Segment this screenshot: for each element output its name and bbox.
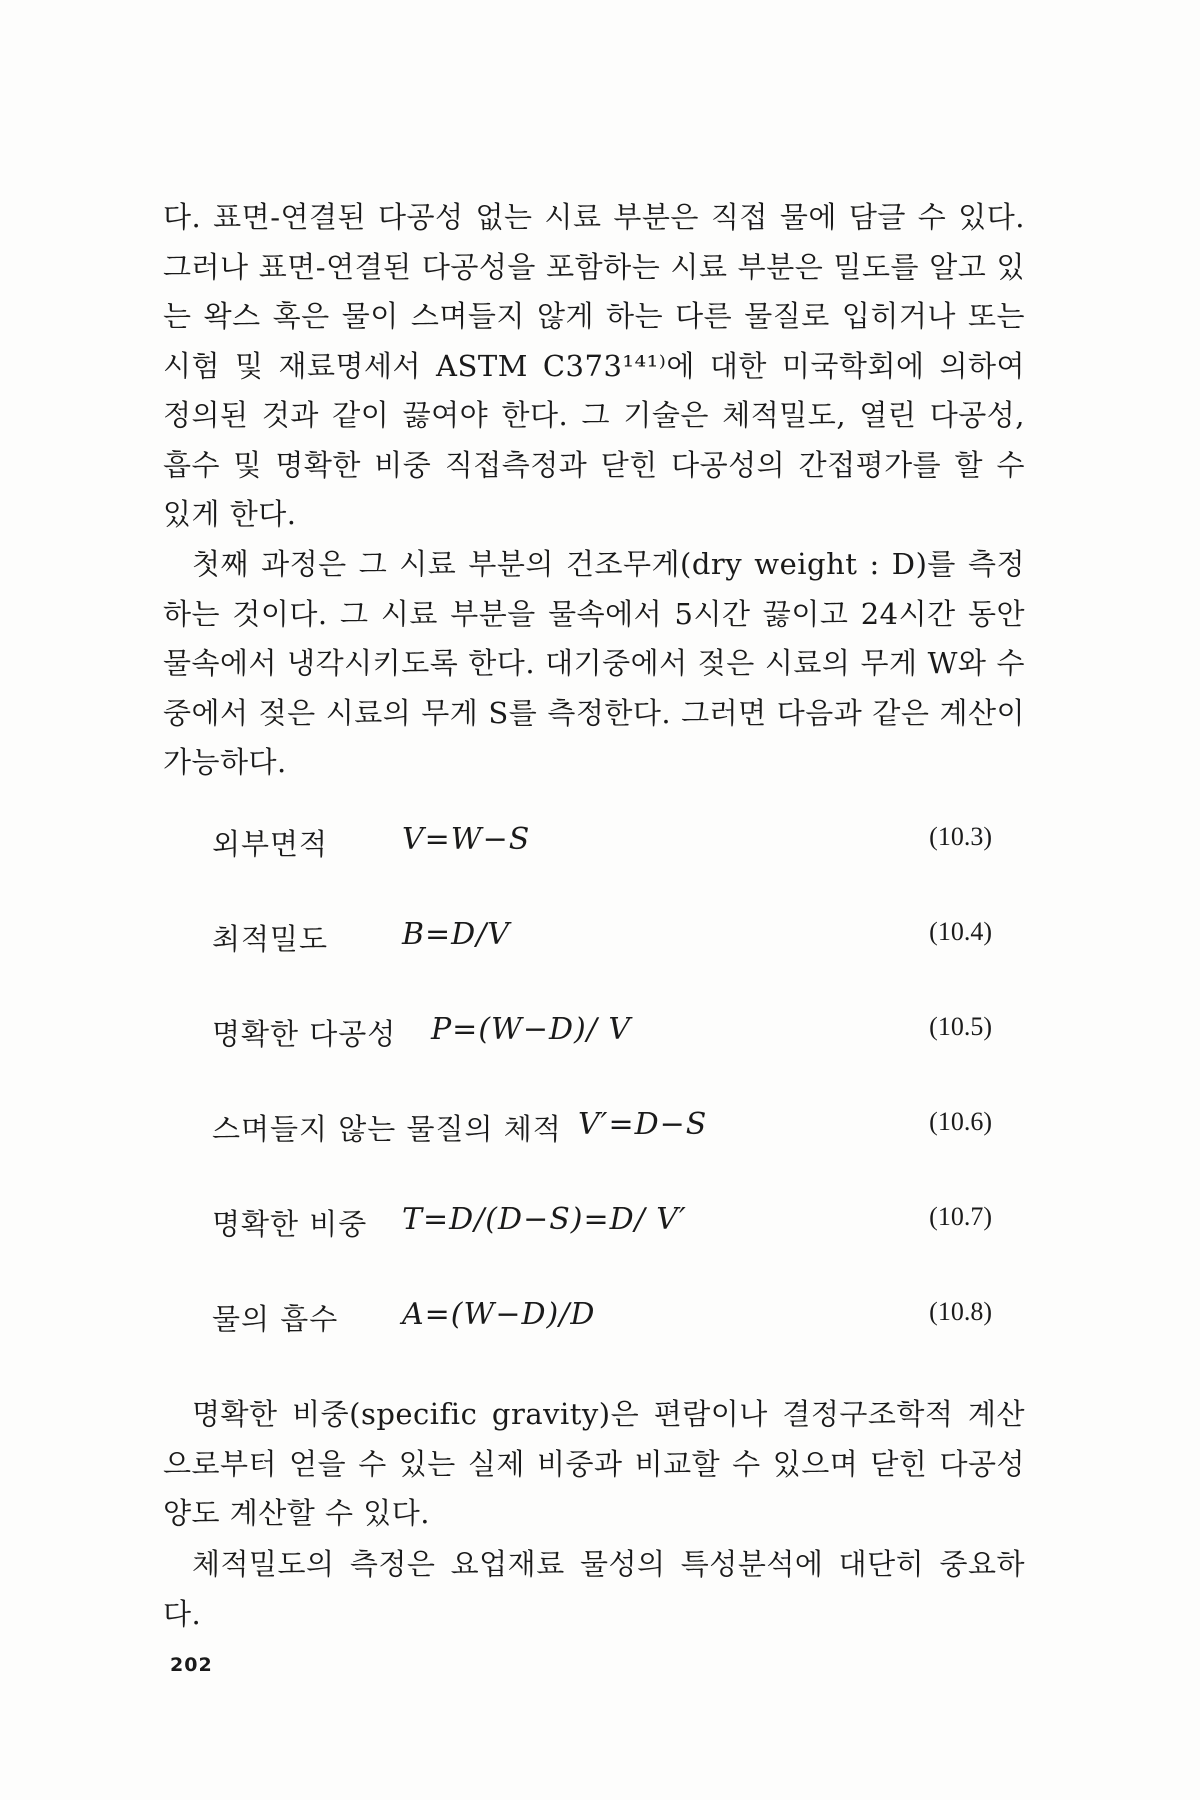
equation-number: (10.7): [929, 1202, 992, 1231]
equation-formula: V=W−S: [402, 822, 531, 857]
paragraph-3: [163, 1390, 1025, 1539]
equation-formula: P=(W−D)/ V: [431, 1012, 632, 1047]
equation-label: 명확한 다공성: [212, 1017, 397, 1051]
paragraph-3-text: 명확한 비중(specific gravity)은 편람이나 결정구조학적 계산으로부터 얻을 수 있는 실제 비중과 비교할 수 있으며 닫힌 다공성 양도 계산할 수 있다.: [163, 1397, 1025, 1530]
equation-label: 명확한 비중: [212, 1207, 368, 1241]
equation-number: (10.4): [929, 917, 992, 946]
paragraph-2-text: 첫째 과정은 그 시료 부분의 건조무게(dry weight : D)를 측정하는 것이다. 그 시료 부분을 물속에서 5시간 끓이고 24시간 동안 물속에서 냉각시키도록 한다. 대기중에서 젖은 시료의 무게 W와 수중에서 젖은 시료의 무게 S를 측정한다. 그러면 다음과 같은 계산이 가능하다.: [163, 547, 1025, 779]
equation-10-5: [212, 1012, 992, 1056]
equation-label: 외부면적: [212, 827, 329, 861]
equation-number: (10.5): [929, 1012, 992, 1041]
equation-formula: T=D/(D−S)=D/ V′: [402, 1202, 687, 1237]
equation-10-3: [212, 822, 992, 866]
paragraph-1: [163, 193, 1025, 540]
page-number: 202: [170, 1654, 213, 1676]
equation-10-8: [212, 1297, 992, 1341]
equation-label: 스며들지 않는 물질의 체적: [212, 1112, 562, 1146]
paragraph-4-text: 체적밀도의 측정은 요업재료 물성의 특성분석에 대단히 중요하다.: [163, 1547, 1025, 1631]
equation-10-6: [212, 1107, 992, 1151]
equation-number: (10.8): [929, 1297, 992, 1326]
paragraph-1-text: 다. 표면-연결된 다공성 없는 시료 부분은 직접 물에 담글 수 있다. 그러나 표면-연결된 다공성을 포함하는 시료 부분은 밀도를 알고 있는 왁스 혹은 물이 스며들지 않게 하는 다른 물질로 입히거나 또는 시험 및 재료명세서 ASTM C373¹⁴¹⁾에 대한 미국학회에 의하여 정의된 것과 같이 끓여야 한다. 그 기술은 체적밀도, 열린 다공성, 흡수 및 명확한 비중 직접측정과 닫힌 다공성의 간접평가를 할 수 있게 한다.: [163, 200, 1025, 531]
equation-formula: B=D/V: [402, 917, 511, 952]
equation-label: 최적밀도: [212, 922, 329, 956]
equation-10-7: [212, 1202, 992, 1246]
paragraph-2: [163, 540, 1025, 788]
paragraph-4: [163, 1540, 1025, 1639]
equation-10-4: [212, 917, 992, 961]
equation-formula: V′=D−S: [578, 1107, 708, 1142]
equation-number: (10.3): [929, 822, 992, 851]
equation-label: 물의 흡수: [212, 1302, 339, 1336]
equation-formula: A=(W−D)/D: [402, 1297, 596, 1332]
equation-number: (10.6): [929, 1107, 992, 1136]
